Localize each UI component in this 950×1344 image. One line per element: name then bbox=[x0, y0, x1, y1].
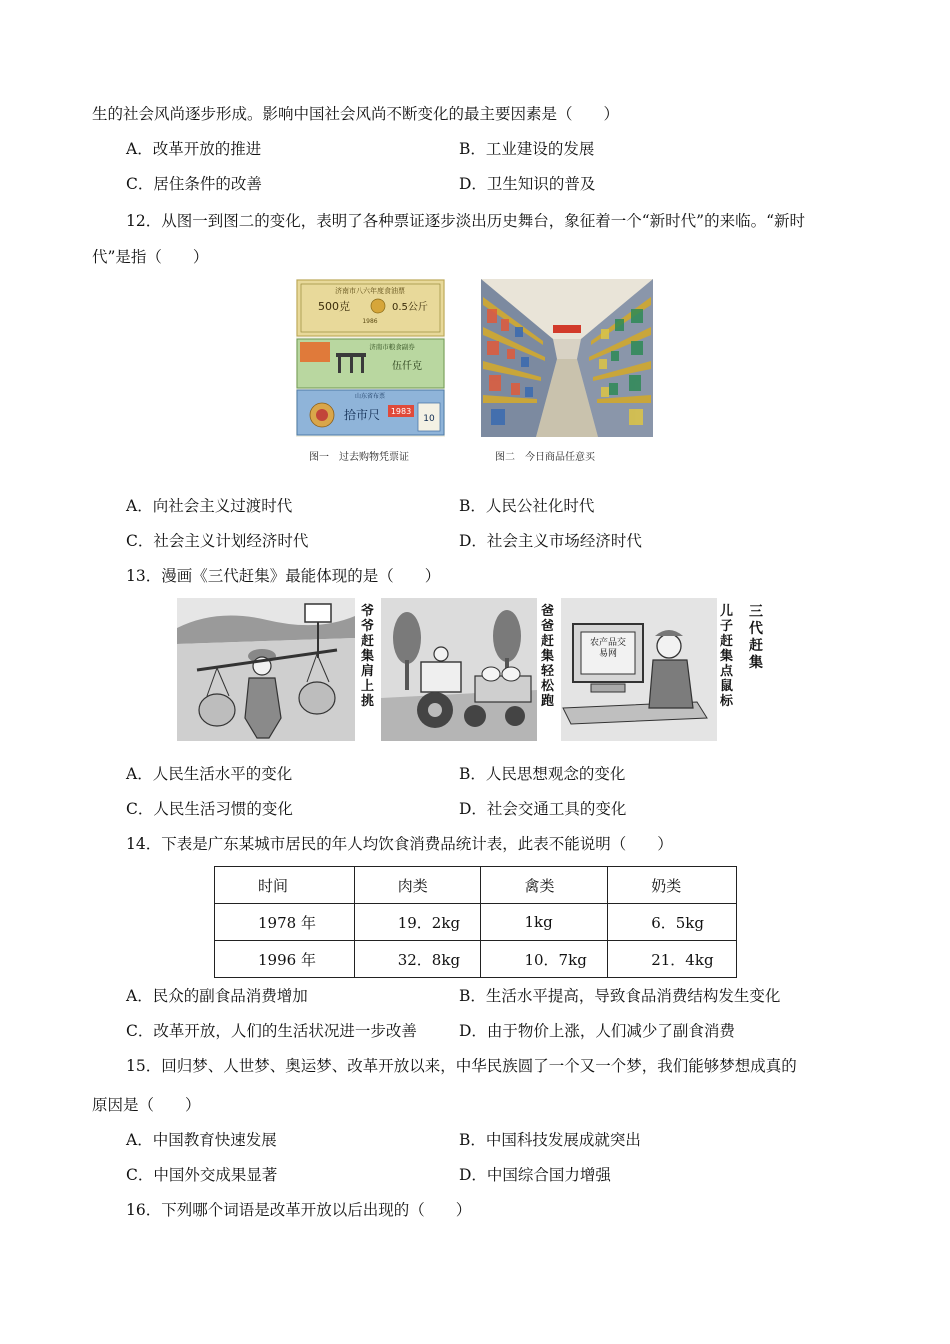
consumption-table bbox=[214, 866, 737, 978]
ticket3-title: 山东省布票 bbox=[354, 393, 386, 400]
q13-option-a: A．人民生活水平的变化 bbox=[126, 765, 293, 783]
ticket3-amount: 拾市尺 bbox=[344, 408, 381, 422]
figure-ration-tickets bbox=[296, 279, 445, 437]
cartoon-panel2-label: 爸爸赶集轻松跑 bbox=[541, 604, 555, 709]
q14-text: 14．下表是广东某城市居民的年人均饮食消费品统计表，此表不能说明（ ） bbox=[126, 835, 673, 853]
q12-text-line1: 12．从图一到图二的变化，表明了各种票证逐步淡出历史舞台，象征着一个“新时代”的来临。“新时 bbox=[126, 212, 805, 230]
q15-option-d: D．中国综合国力增强 bbox=[459, 1166, 611, 1184]
figure1-caption: 图一 过去购物凭票证 bbox=[309, 452, 409, 463]
ticket3-year: 1983 bbox=[390, 407, 412, 416]
q13-option-b: B．人民思想观念的变化 bbox=[459, 765, 626, 783]
q15-option-b: B．中国科技发展成就突出 bbox=[459, 1131, 641, 1149]
table-header: 时间 bbox=[215, 867, 355, 904]
table-cell: 6．5kg bbox=[608, 904, 737, 941]
table-row bbox=[215, 941, 737, 978]
q13-option-d: D．社会交通工具的变化 bbox=[459, 800, 627, 818]
q11-option-b: B．工业建设的发展 bbox=[459, 140, 595, 158]
table-header: 肉类 bbox=[354, 867, 481, 904]
q12-option-d: D．社会主义市场经济时代 bbox=[459, 532, 642, 550]
q15-option-a: A．中国教育快速发展 bbox=[126, 1131, 277, 1149]
ticket1-amount: 500克 bbox=[318, 300, 350, 313]
figure-supermarket bbox=[481, 279, 653, 437]
q14-option-a: A．民众的副食品消费增加 bbox=[126, 987, 308, 1005]
q13-option-c: C．人民生活习惯的变化 bbox=[126, 800, 293, 818]
ticket1-amount-kg: 0.5公斤 bbox=[392, 302, 428, 313]
q12-option-a: A．向社会主义过渡时代 bbox=[126, 497, 293, 515]
q14-option-c: C．改革开放，人们的生活状况进一步改善 bbox=[126, 1022, 417, 1040]
table-cell: 19．2kg bbox=[354, 904, 481, 941]
table-cell: 10．7kg bbox=[481, 941, 608, 978]
q15-text-line2: 原因是（ ） bbox=[92, 1096, 201, 1114]
q15-text-line1: 15．回归梦、人世梦、奥运梦、改革开放以来，中华民族圆了一个又一个梦，我们能够梦想成真的 bbox=[126, 1057, 797, 1075]
figure2-caption: 图二 今日商品任意买 bbox=[495, 452, 595, 463]
table-cell: 1kg bbox=[481, 904, 608, 941]
q16-text: 16．下列哪个词语是改革开放以后出现的（ ） bbox=[126, 1201, 472, 1219]
q12-option-c: C．社会主义计划经济时代 bbox=[126, 532, 309, 550]
table-cell: 1978 年 bbox=[215, 904, 355, 941]
table-cell: 21．4kg bbox=[608, 941, 737, 978]
q11-option-c: C．居住条件的改善 bbox=[126, 175, 262, 193]
cartoon-panel1-label: 爷爷赶集肩上挑 bbox=[361, 604, 375, 709]
table-cell: 32．8kg bbox=[354, 941, 481, 978]
table-header: 禽类 bbox=[481, 867, 608, 904]
q15-option-c: C．中国外交成果显著 bbox=[126, 1166, 278, 1184]
ticket1-title: 济南市八六年度食油票 bbox=[335, 287, 405, 295]
q11-text: 生的社会风尚逐步形成。影响中国社会风尚不断变化的最主要因素是（ ） bbox=[92, 105, 620, 123]
table-cell: 1996 年 bbox=[215, 941, 355, 978]
cartoon-screen-text: 农产品交易网 bbox=[589, 638, 626, 659]
ticket2-amount: 伍仟克 bbox=[392, 361, 422, 372]
cartoon-panel3-label: 儿子赶集点鼠标 bbox=[720, 604, 734, 709]
q12-option-b: B．人民公社化时代 bbox=[459, 497, 595, 515]
q14-option-b: B．生活水平提高，导致食品消费结构发生变化 bbox=[459, 987, 781, 1005]
ticket3-number: 10 bbox=[423, 414, 435, 424]
table-header: 奶类 bbox=[608, 867, 737, 904]
cartoon-three-generations bbox=[177, 598, 777, 741]
ticket2-title: 济南市粮食副券 bbox=[369, 343, 415, 351]
table-row bbox=[215, 904, 737, 941]
q12-text-line2: 代”是指（ ） bbox=[92, 248, 209, 266]
q14-option-d: D．由于物价上涨，人们减少了副食消费 bbox=[459, 1022, 735, 1040]
table-header-row bbox=[215, 867, 737, 904]
q11-option-a: A．改革开放的推进 bbox=[126, 140, 262, 158]
q11-option-d: D．卫生知识的普及 bbox=[459, 175, 596, 193]
cartoon-title: 三代赶集 bbox=[749, 604, 763, 671]
ticket1-year: 1986 bbox=[362, 318, 378, 325]
q13-text: 13．漫画《三代赶集》最能体现的是（ ） bbox=[126, 567, 441, 585]
